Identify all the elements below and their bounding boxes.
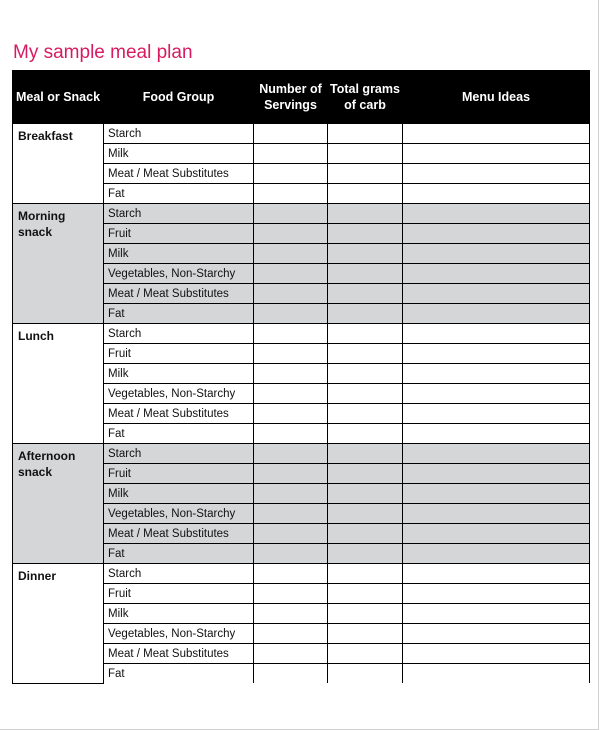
food-group-cell: Meat / Meat Substitutes <box>104 164 254 184</box>
menu-ideas-cell[interactable] <box>403 624 590 644</box>
menu-ideas-cell[interactable] <box>403 184 590 204</box>
menu-ideas-cell[interactable] <box>403 544 590 564</box>
servings-cell[interactable] <box>254 644 328 664</box>
menu-ideas-cell[interactable] <box>403 124 590 144</box>
carb-cell[interactable] <box>328 384 403 404</box>
servings-cell[interactable] <box>254 404 328 424</box>
header-row <box>13 71 590 124</box>
servings-cell[interactable] <box>254 304 328 324</box>
carb-cell[interactable] <box>328 424 403 444</box>
servings-cell[interactable] <box>254 604 328 624</box>
food-group-cell: Vegetables, Non-Starchy <box>104 504 254 524</box>
menu-ideas-cell[interactable] <box>403 224 590 244</box>
menu-ideas-cell[interactable] <box>403 564 590 584</box>
carb-cell[interactable] <box>328 144 403 164</box>
carb-cell[interactable] <box>328 184 403 204</box>
menu-ideas-cell[interactable] <box>403 144 590 164</box>
servings-cell[interactable] <box>254 384 328 404</box>
food-group-cell: Fat <box>104 424 254 444</box>
header-food-group: Food Group <box>104 71 254 124</box>
food-group-cell: Fruit <box>104 224 254 244</box>
table-row <box>13 324 590 344</box>
menu-ideas-cell[interactable] <box>403 444 590 464</box>
meal-plan-table <box>12 70 590 684</box>
carb-cell[interactable] <box>328 364 403 384</box>
menu-ideas-cell[interactable] <box>403 484 590 504</box>
menu-ideas-cell[interactable] <box>403 344 590 364</box>
menu-ideas-cell[interactable] <box>403 164 590 184</box>
carb-cell[interactable] <box>328 304 403 324</box>
meal-name: Lunch <box>13 324 104 444</box>
servings-cell[interactable] <box>254 444 328 464</box>
menu-ideas-cell[interactable] <box>403 404 590 424</box>
servings-cell[interactable] <box>254 204 328 224</box>
carb-cell[interactable] <box>328 264 403 284</box>
food-group-cell: Starch <box>104 124 254 144</box>
servings-cell[interactable] <box>254 544 328 564</box>
servings-cell[interactable] <box>254 484 328 504</box>
menu-ideas-cell[interactable] <box>403 384 590 404</box>
food-group-cell: Vegetables, Non-Starchy <box>104 384 254 404</box>
menu-ideas-cell[interactable] <box>403 524 590 544</box>
food-group-cell: Fruit <box>104 584 254 604</box>
carb-cell[interactable] <box>328 484 403 504</box>
carb-cell[interactable] <box>328 444 403 464</box>
servings-cell[interactable] <box>254 624 328 644</box>
food-group-cell: Fat <box>104 184 254 204</box>
food-group-cell: Meat / Meat Substitutes <box>104 404 254 424</box>
servings-cell[interactable] <box>254 344 328 364</box>
food-group-cell: Meat / Meat Substitutes <box>104 284 254 304</box>
food-group-cell: Milk <box>104 244 254 264</box>
meal-plan-body <box>13 124 590 684</box>
food-group-cell: Vegetables, Non-Starchy <box>104 624 254 644</box>
carb-cell[interactable] <box>328 344 403 364</box>
servings-cell[interactable] <box>254 284 328 304</box>
carb-cell[interactable] <box>328 644 403 664</box>
servings-cell[interactable] <box>254 424 328 444</box>
food-group-cell: Fat <box>104 304 254 324</box>
meal-name: Morning snack <box>13 204 104 324</box>
servings-cell[interactable] <box>254 164 328 184</box>
food-group-cell: Starch <box>104 564 254 584</box>
menu-ideas-cell[interactable] <box>403 504 590 524</box>
menu-ideas-cell[interactable] <box>403 204 590 224</box>
carb-cell[interactable] <box>328 164 403 184</box>
food-group-cell: Meat / Meat Substitutes <box>104 644 254 664</box>
menu-ideas-cell[interactable] <box>403 264 590 284</box>
menu-ideas-cell[interactable] <box>403 644 590 664</box>
table-row <box>13 564 590 584</box>
servings-cell[interactable] <box>254 664 328 684</box>
carb-cell[interactable] <box>328 204 403 224</box>
header-menu-ideas: Menu Ideas <box>403 71 590 124</box>
food-group-cell: Milk <box>104 144 254 164</box>
menu-ideas-cell[interactable] <box>403 664 590 684</box>
carb-cell[interactable] <box>328 604 403 624</box>
table-row <box>13 124 590 144</box>
carb-cell[interactable] <box>328 324 403 344</box>
servings-cell[interactable] <box>254 324 328 344</box>
servings-cell[interactable] <box>254 504 328 524</box>
menu-ideas-cell[interactable] <box>403 304 590 324</box>
food-group-cell: Fruit <box>104 344 254 364</box>
food-group-cell: Meat / Meat Substitutes <box>104 524 254 544</box>
food-group-cell: Fat <box>104 544 254 564</box>
food-group-cell: Starch <box>104 444 254 464</box>
meal-name: Dinner <box>13 564 104 684</box>
meal-name: Afternoon snack <box>13 444 104 564</box>
servings-cell[interactable] <box>254 124 328 144</box>
menu-ideas-cell[interactable] <box>403 244 590 264</box>
menu-ideas-cell[interactable] <box>403 604 590 624</box>
food-group-cell: Starch <box>104 204 254 224</box>
servings-cell[interactable] <box>254 364 328 384</box>
carb-cell[interactable] <box>328 584 403 604</box>
menu-ideas-cell[interactable] <box>403 364 590 384</box>
food-group-cell: Milk <box>104 604 254 624</box>
menu-ideas-cell[interactable] <box>403 584 590 604</box>
table-row <box>13 204 590 224</box>
servings-cell[interactable] <box>254 224 328 244</box>
carb-cell[interactable] <box>328 404 403 424</box>
servings-cell[interactable] <box>254 524 328 544</box>
servings-cell[interactable] <box>254 264 328 284</box>
carb-cell[interactable] <box>328 124 403 144</box>
table-row <box>13 444 590 464</box>
food-group-cell: Starch <box>104 324 254 344</box>
page-title: My sample meal plan <box>13 42 193 63</box>
menu-ideas-cell[interactable] <box>403 284 590 304</box>
header-total-grams-of-carb: Total grams of carb <box>328 71 403 124</box>
food-group-cell: Fat <box>104 664 254 684</box>
food-group-cell: Fruit <box>104 464 254 484</box>
carb-cell[interactable] <box>328 244 403 264</box>
servings-cell[interactable] <box>254 244 328 264</box>
servings-cell[interactable] <box>254 144 328 164</box>
food-group-cell: Vegetables, Non-Starchy <box>104 264 254 284</box>
menu-ideas-cell[interactable] <box>403 464 590 484</box>
header-meal-or-snack: Meal or Snack <box>13 71 104 124</box>
carb-cell[interactable] <box>328 544 403 564</box>
menu-ideas-cell[interactable] <box>403 424 590 444</box>
carb-cell[interactable] <box>328 524 403 544</box>
carb-cell[interactable] <box>328 224 403 244</box>
meal-name: Breakfast <box>13 124 104 204</box>
menu-ideas-cell[interactable] <box>403 324 590 344</box>
food-group-cell: Milk <box>104 484 254 504</box>
carb-cell[interactable] <box>328 624 403 644</box>
carb-cell[interactable] <box>328 464 403 484</box>
servings-cell[interactable] <box>254 464 328 484</box>
carb-cell[interactable] <box>328 564 403 584</box>
servings-cell[interactable] <box>254 584 328 604</box>
carb-cell[interactable] <box>328 664 403 684</box>
servings-cell[interactable] <box>254 564 328 584</box>
carb-cell[interactable] <box>328 284 403 304</box>
carb-cell[interactable] <box>328 504 403 524</box>
servings-cell[interactable] <box>254 184 328 204</box>
food-group-cell: Milk <box>104 364 254 384</box>
header-number-of-servings: Number of Servings <box>254 71 328 124</box>
